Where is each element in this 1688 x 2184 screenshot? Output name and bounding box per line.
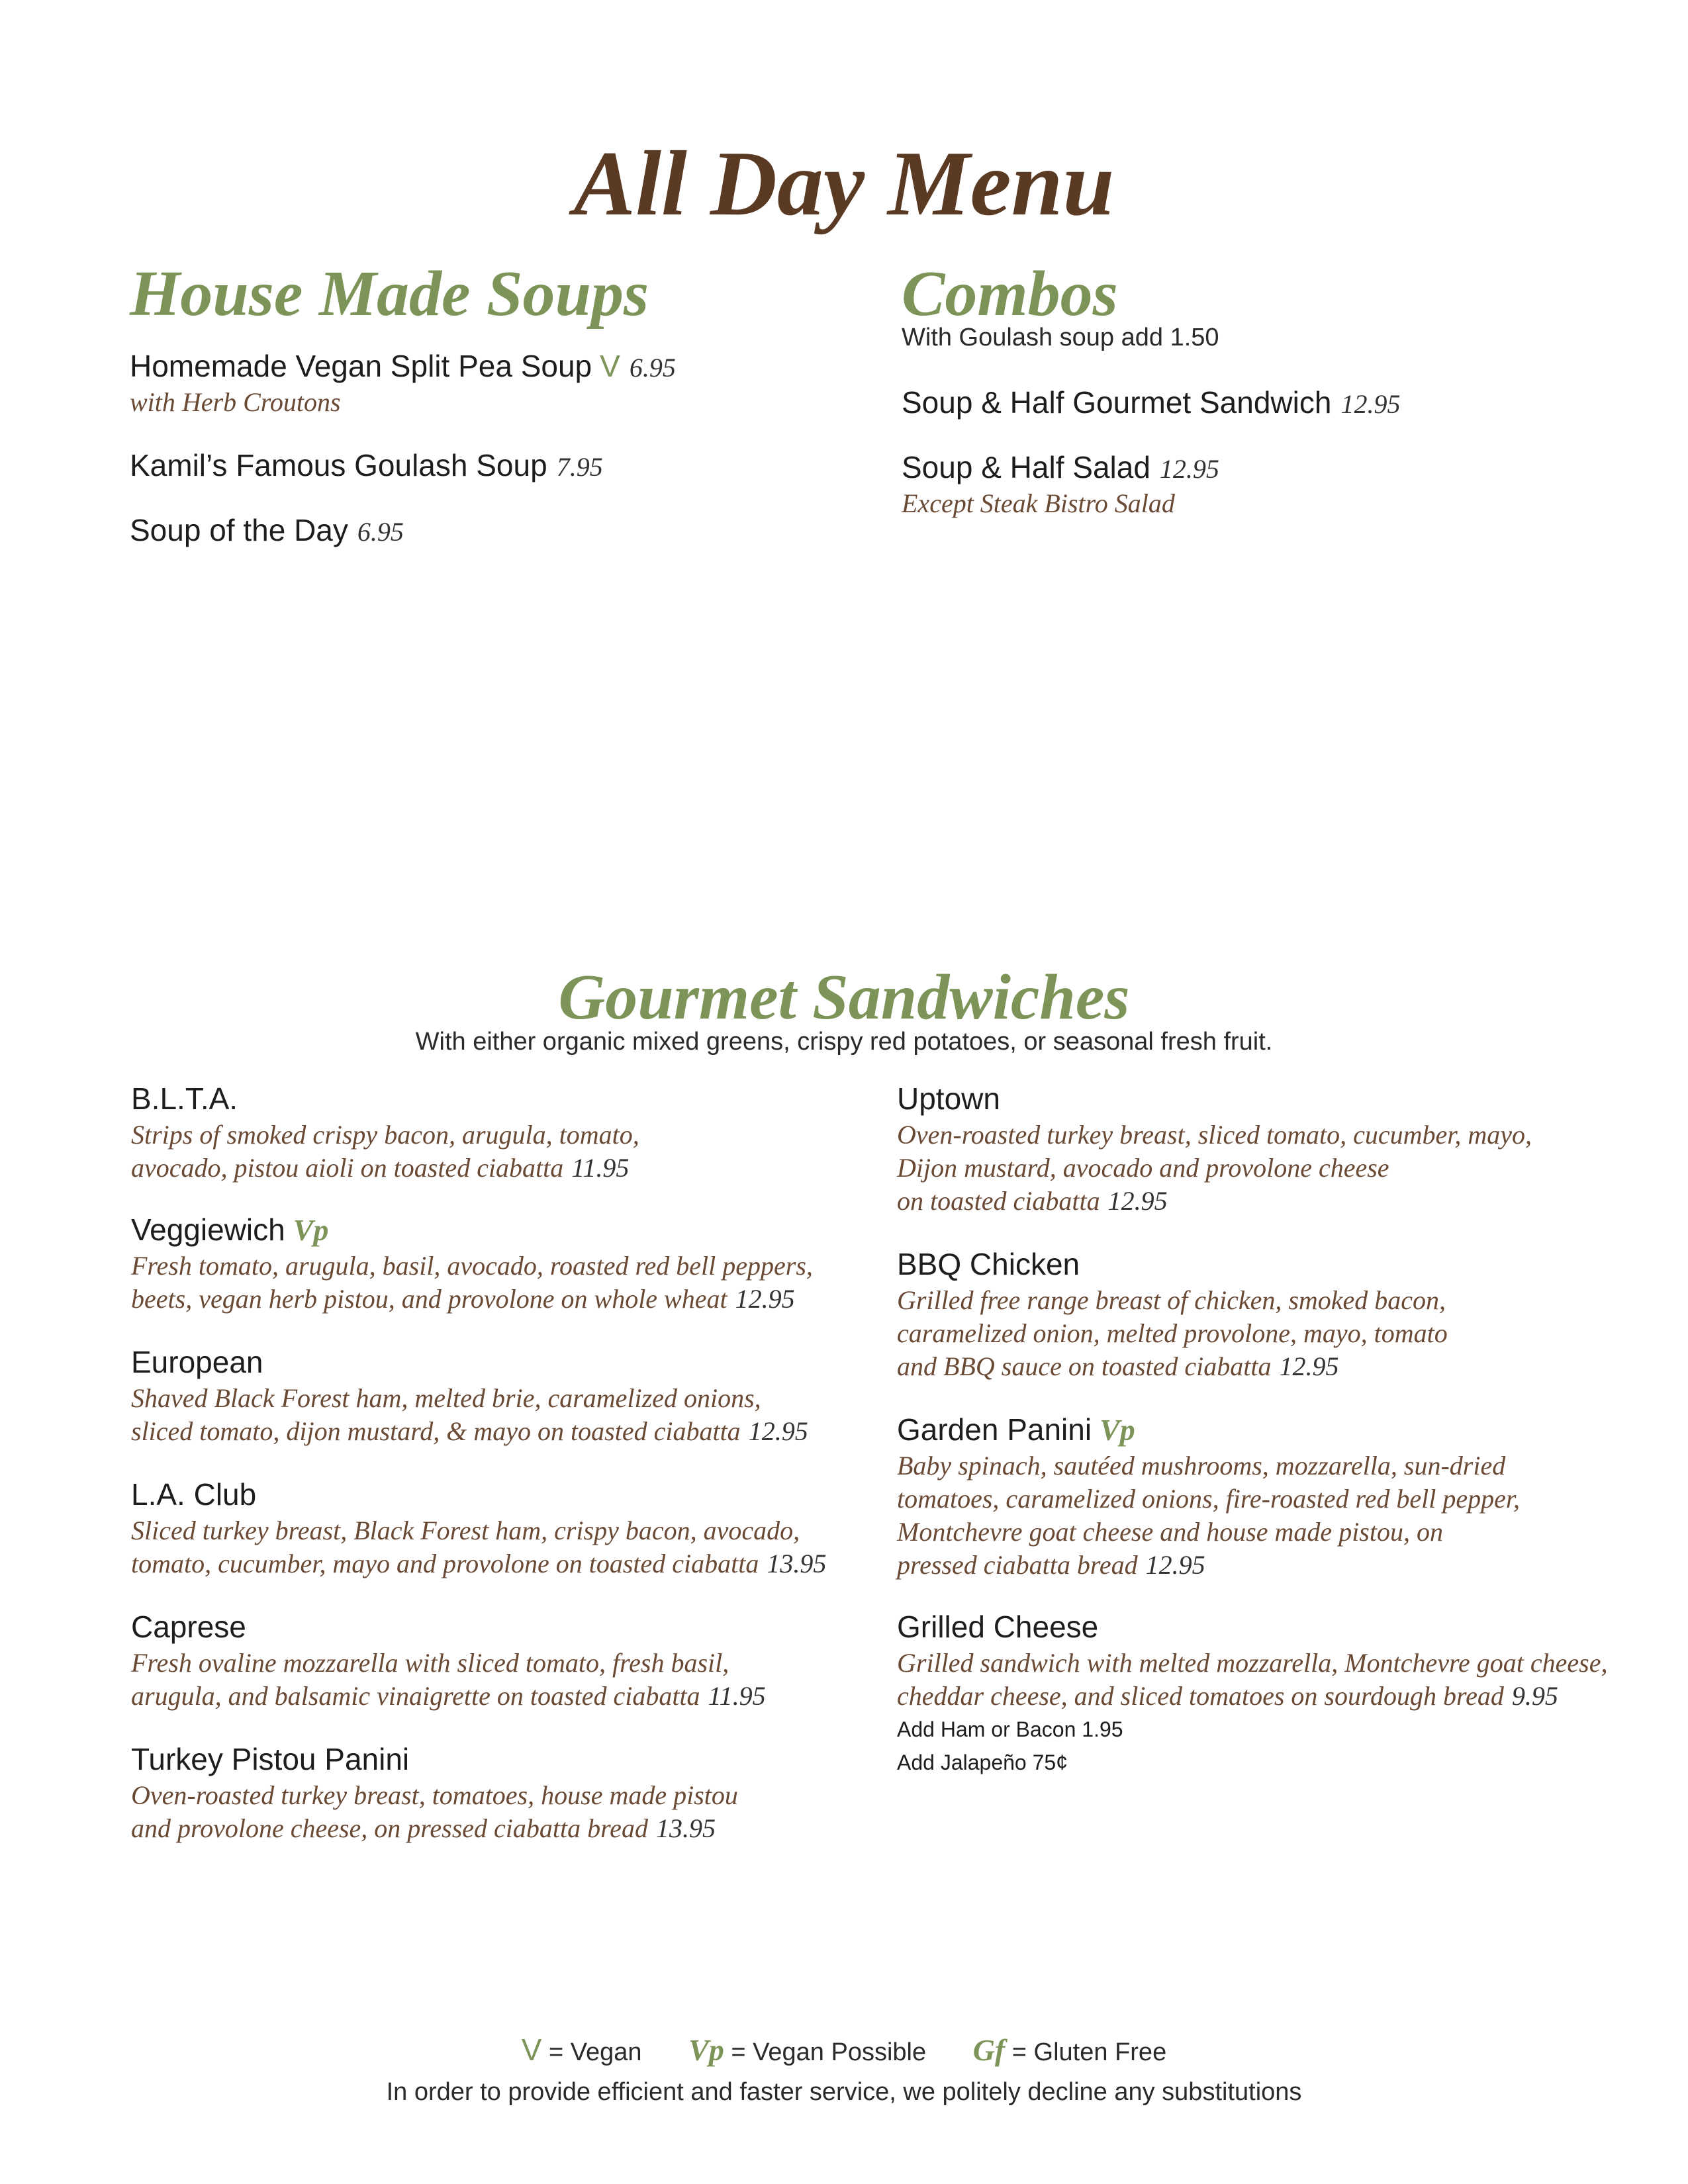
combo-item [902, 449, 1219, 520]
soup-item [130, 447, 603, 485]
soup-description: with Herb Croutons [130, 387, 341, 417]
addon-line: Add Ham or Bacon 1.95 [897, 1717, 1123, 1741]
sandwich-description-line: Montchevre goat cheese and house made pistou, on [897, 1516, 1443, 1547]
diet-legend [0, 2032, 1688, 2068]
addon-line: Add Jalapeño 75¢ [897, 1750, 1068, 1774]
sandwiches-heading: Gourmet Sandwiches [558, 962, 1130, 1033]
sandwich-name: European [131, 1345, 263, 1379]
combo-item [902, 384, 1400, 422]
sandwich-price: 12.95 [748, 1416, 808, 1446]
sandwich-description-line: Grilled sandwich with melted mozzarella, Montchevre goat cheese, [897, 1647, 1608, 1678]
sandwich-item [131, 1476, 826, 1580]
sandwich-item [131, 1608, 766, 1713]
sandwich-description-line: arugula, and balsamic vinaigrette on toasted ciabatta [131, 1680, 700, 1711]
sandwich-name: Veggiewich [131, 1212, 285, 1247]
combos-heading: Combos [902, 258, 1118, 330]
soups-heading: House Made Soups [130, 258, 649, 330]
sandwich-description-line: avocado, pistou aioli on toasted ciabatta [131, 1152, 564, 1183]
soup-price: 6.95 [357, 517, 404, 547]
sandwich-description-line: Fresh tomato, arugula, basil, avocado, roasted red bell peppers, [131, 1250, 813, 1281]
sandwich-item [131, 1080, 639, 1185]
sandwich-name: Caprese [131, 1610, 246, 1644]
sandwich-description-line: tomatoes, caramelized onions, fire-roasted red bell pepper, [897, 1483, 1520, 1514]
sandwich-price: 13.95 [767, 1548, 827, 1578]
gluten-free-mark: Gf [972, 2033, 1006, 2067]
sandwich-price: 11.95 [571, 1152, 630, 1183]
sandwich-description-line: sliced tomato, dijon mustard, & mayo on toasted ciabatta [131, 1416, 741, 1446]
soup-name: Homemade Vegan Split Pea Soup [130, 349, 592, 383]
sandwich-price: 12.95 [1107, 1185, 1168, 1216]
sandwich-item [897, 1411, 1520, 1582]
sandwich-description-line: cheddar cheese, and sliced tomatoes on sourdough bread [897, 1680, 1504, 1711]
sandwich-description-line: Oven-roasted turkey breast, tomatoes, house made pistou [131, 1780, 738, 1810]
soup-item [130, 512, 404, 550]
sandwich-description-line: Strips of smoked crispy bacon, arugula, tomato, [131, 1119, 639, 1150]
sandwich-description-line: Shaved Black Forest ham, melted brie, caramelized onions, [131, 1383, 761, 1413]
legend-entry [972, 2033, 1167, 2067]
legend-text: = Gluten Free [1011, 2038, 1167, 2066]
sandwich-description-line: Baby spinach, sautéed mushrooms, mozzarella, sun-dried [897, 1450, 1506, 1480]
sandwich-description-line: on toasted ciabatta [897, 1185, 1100, 1216]
sandwich-description-line: beets, vegan herb pistou, and provolone on whole wheat [131, 1283, 727, 1314]
sandwich-price: 12.95 [735, 1283, 795, 1314]
sandwich-price: 11.95 [708, 1680, 766, 1711]
sandwich-name: Grilled Cheese [897, 1610, 1099, 1644]
sandwich-description-line: tomato, cucumber, mayo and provolone on toasted ciabatta [131, 1548, 759, 1578]
combo-price: 12.95 [1340, 389, 1401, 419]
sandwich-description-line: Sliced turkey breast, Black Forest ham, crispy bacon, avocado, [131, 1515, 800, 1545]
sandwiches-note: With either organic mixed greens, crispy red potatoes, or seasonal fresh fruit. [415, 1028, 1273, 1056]
sandwich-item [131, 1741, 738, 1845]
soup-price: 7.95 [556, 452, 603, 482]
sandwich-price: 12.95 [1279, 1351, 1339, 1381]
sandwich-description-line: Oven-roasted turkey breast, sliced tomato, cucumber, mayo, [897, 1119, 1532, 1150]
sandwich-name: Turkey Pistou Panini [131, 1742, 410, 1776]
sandwich-price: 9.95 [1511, 1680, 1558, 1711]
sandwich-description-line: and BBQ sauce on toasted ciabatta [897, 1351, 1272, 1381]
combo-name: Soup & Half Gourmet Sandwich [902, 385, 1332, 420]
vegan-possible-mark: Vp [293, 1213, 329, 1247]
sandwich-description-line: and provolone cheese, on pressed ciabatta bread [131, 1813, 648, 1843]
sandwich-price: 13.95 [655, 1813, 716, 1843]
sandwich-description-line: pressed ciabatta bread [897, 1549, 1138, 1580]
sandwich-description-line: caramelized onion, melted provolone, mayo, tomato [897, 1318, 1448, 1348]
vegan-possible-mark: Vp [1100, 1413, 1135, 1447]
combos-note: With Goulash soup add 1.50 [902, 324, 1219, 351]
sandwich-description-line: Grilled free range breast of chicken, smoked bacon, [897, 1285, 1446, 1315]
sandwich-item [897, 1080, 1532, 1218]
soup-name: Kamil’s Famous Goulash Soup [130, 448, 547, 482]
sandwich-price: 12.95 [1145, 1549, 1205, 1580]
vegan-mark: V [600, 349, 620, 383]
legend-text: = Vegan Possible [731, 2038, 927, 2066]
sandwich-name: BBQ Chicken [897, 1247, 1080, 1281]
sandwich-name: L.A. Club [131, 1477, 257, 1512]
sandwich-item [897, 1246, 1448, 1383]
combo-price: 12.95 [1159, 454, 1219, 484]
legend-text: = Vegan [549, 2038, 642, 2066]
soup-item [130, 347, 676, 419]
combo-name: Soup & Half Salad [902, 450, 1150, 484]
vegan-possible-mark: Vp [688, 2033, 724, 2067]
sandwich-description-line: Dijon mustard, avocado and provolone cheese [897, 1152, 1389, 1183]
legend-entry [521, 2032, 642, 2067]
sandwich-item [131, 1211, 813, 1316]
sandwich-name: B.L.T.A. [131, 1081, 238, 1116]
sandwich-description-line: Fresh ovaline mozzarella with sliced tomato, fresh basil, [131, 1647, 729, 1678]
menu-title: All Day Menu [573, 132, 1115, 235]
soup-name: Soup of the Day [130, 513, 348, 547]
substitution-disclaimer: In order to provide efficient and faster service, we politely decline any substitutions [386, 2078, 1302, 2106]
legend-entry [688, 2033, 927, 2067]
sandwich-item [131, 1343, 808, 1448]
sandwich-name: Garden Panini [897, 1412, 1092, 1447]
sandwich-name: Uptown [897, 1081, 1000, 1116]
sandwich-item [897, 1608, 1608, 1779]
combo-description: Except Steak Bistro Salad [902, 488, 1175, 518]
soup-price: 6.95 [629, 353, 676, 383]
vegan-mark: V [521, 2032, 542, 2067]
